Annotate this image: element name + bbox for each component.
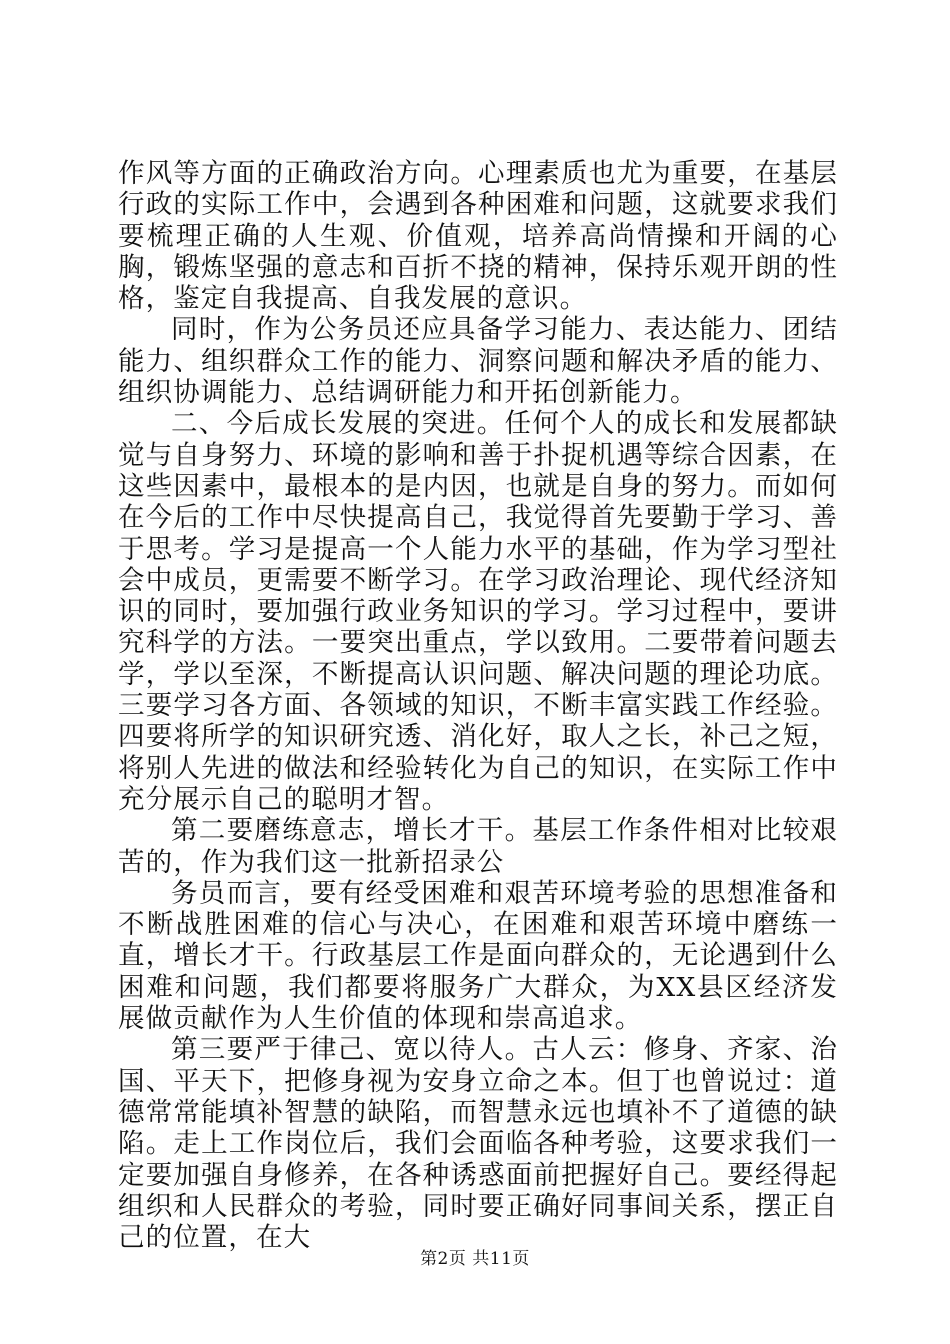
paragraph-4: 第二要磨练意志，增长才干。基层工作条件相对比较艰苦的，作为我们这一批新招录公 [118,815,838,878]
document-body [118,158,838,1253]
page-number-footer: 第2页 共11页 [420,1249,530,1269]
paragraph-3: 二、今后成长发展的突进。任何个人的成长和发展都缺觉与自身努力、环境的影响和善于扑捉机遇等综合因素，在这些因素中，最根本的是内因，也就是自身的努力。而如何在今后的工作中尽快提高自己，我觉得首先要勤于学习、善于思考。学习是提高一个人能力水平的基础，作为学习型社会中成员，更需要不断学习。在学习政治理论、现代经济知识的同时，要加强行政业务知识的学习。学习过程中，要讲究科学的方法。一要突出重点，学以致用。二要带着问题去学，学以至深，不断提高认识问题、解决问题的理论功底。三要学习各方面、各领域的知识，不断丰富实践工作经验。四要将所学的知识研究透、消化好，取人之长，补己之短，将别人先进的做法和经验转化为自己的知识，在实际工作中充分展示自己的聪明才智。 [118,408,838,815]
paragraph-1: 作风等方面的正确政治方向。心理素质也尤为重要，在基层行政的实际工作中，会遇到各种困难和问题，这就要求我们要梳理正确的人生观、价值观，培养高尚情操和开阔的心胸，锻炼坚强的意志和百折不挠的精神，保持乐观开朗的性格，鉴定自我提高、自我发展的意识。 [118,158,838,315]
paragraph-6: 第三要严于律己、宽以待人。古人云：修身、齐家、治国、平天下，把修身视为安身立命之本。但丁也曾说过：道德常常能填补智慧的缺陷，而智慧永远也填补不了道德的缺陷。走上工作岗位后，我们会面临各种考验，这要求我们一定要加强自身修养，在各种诱惑面前把握好自己。要经得起组织和人民群众的考验，同时要正确好同事间关系，摆正自己的位置，在大 [118,1034,838,1254]
paragraph-2: 同时，作为公务员还应具备学习能力、表达能力、团结能力、组织群众工作的能力、洞察问题和解决矛盾的能力、组织协调能力、总结调研能力和开拓创新能力。 [118,314,838,409]
paragraph-5: 务员而言，要有经受困难和艰苦环境考验的思想准备和不断战胜困难的信心与决心，在困难和艰苦环境中磨练一直，增长才干。行政基层工作是面向群众的，无论遇到什么困难和问题，我们都要将服务广大群众，为XX县区经济发展做贡献作为人生价值的体现和崇高追求。 [118,877,838,1035]
